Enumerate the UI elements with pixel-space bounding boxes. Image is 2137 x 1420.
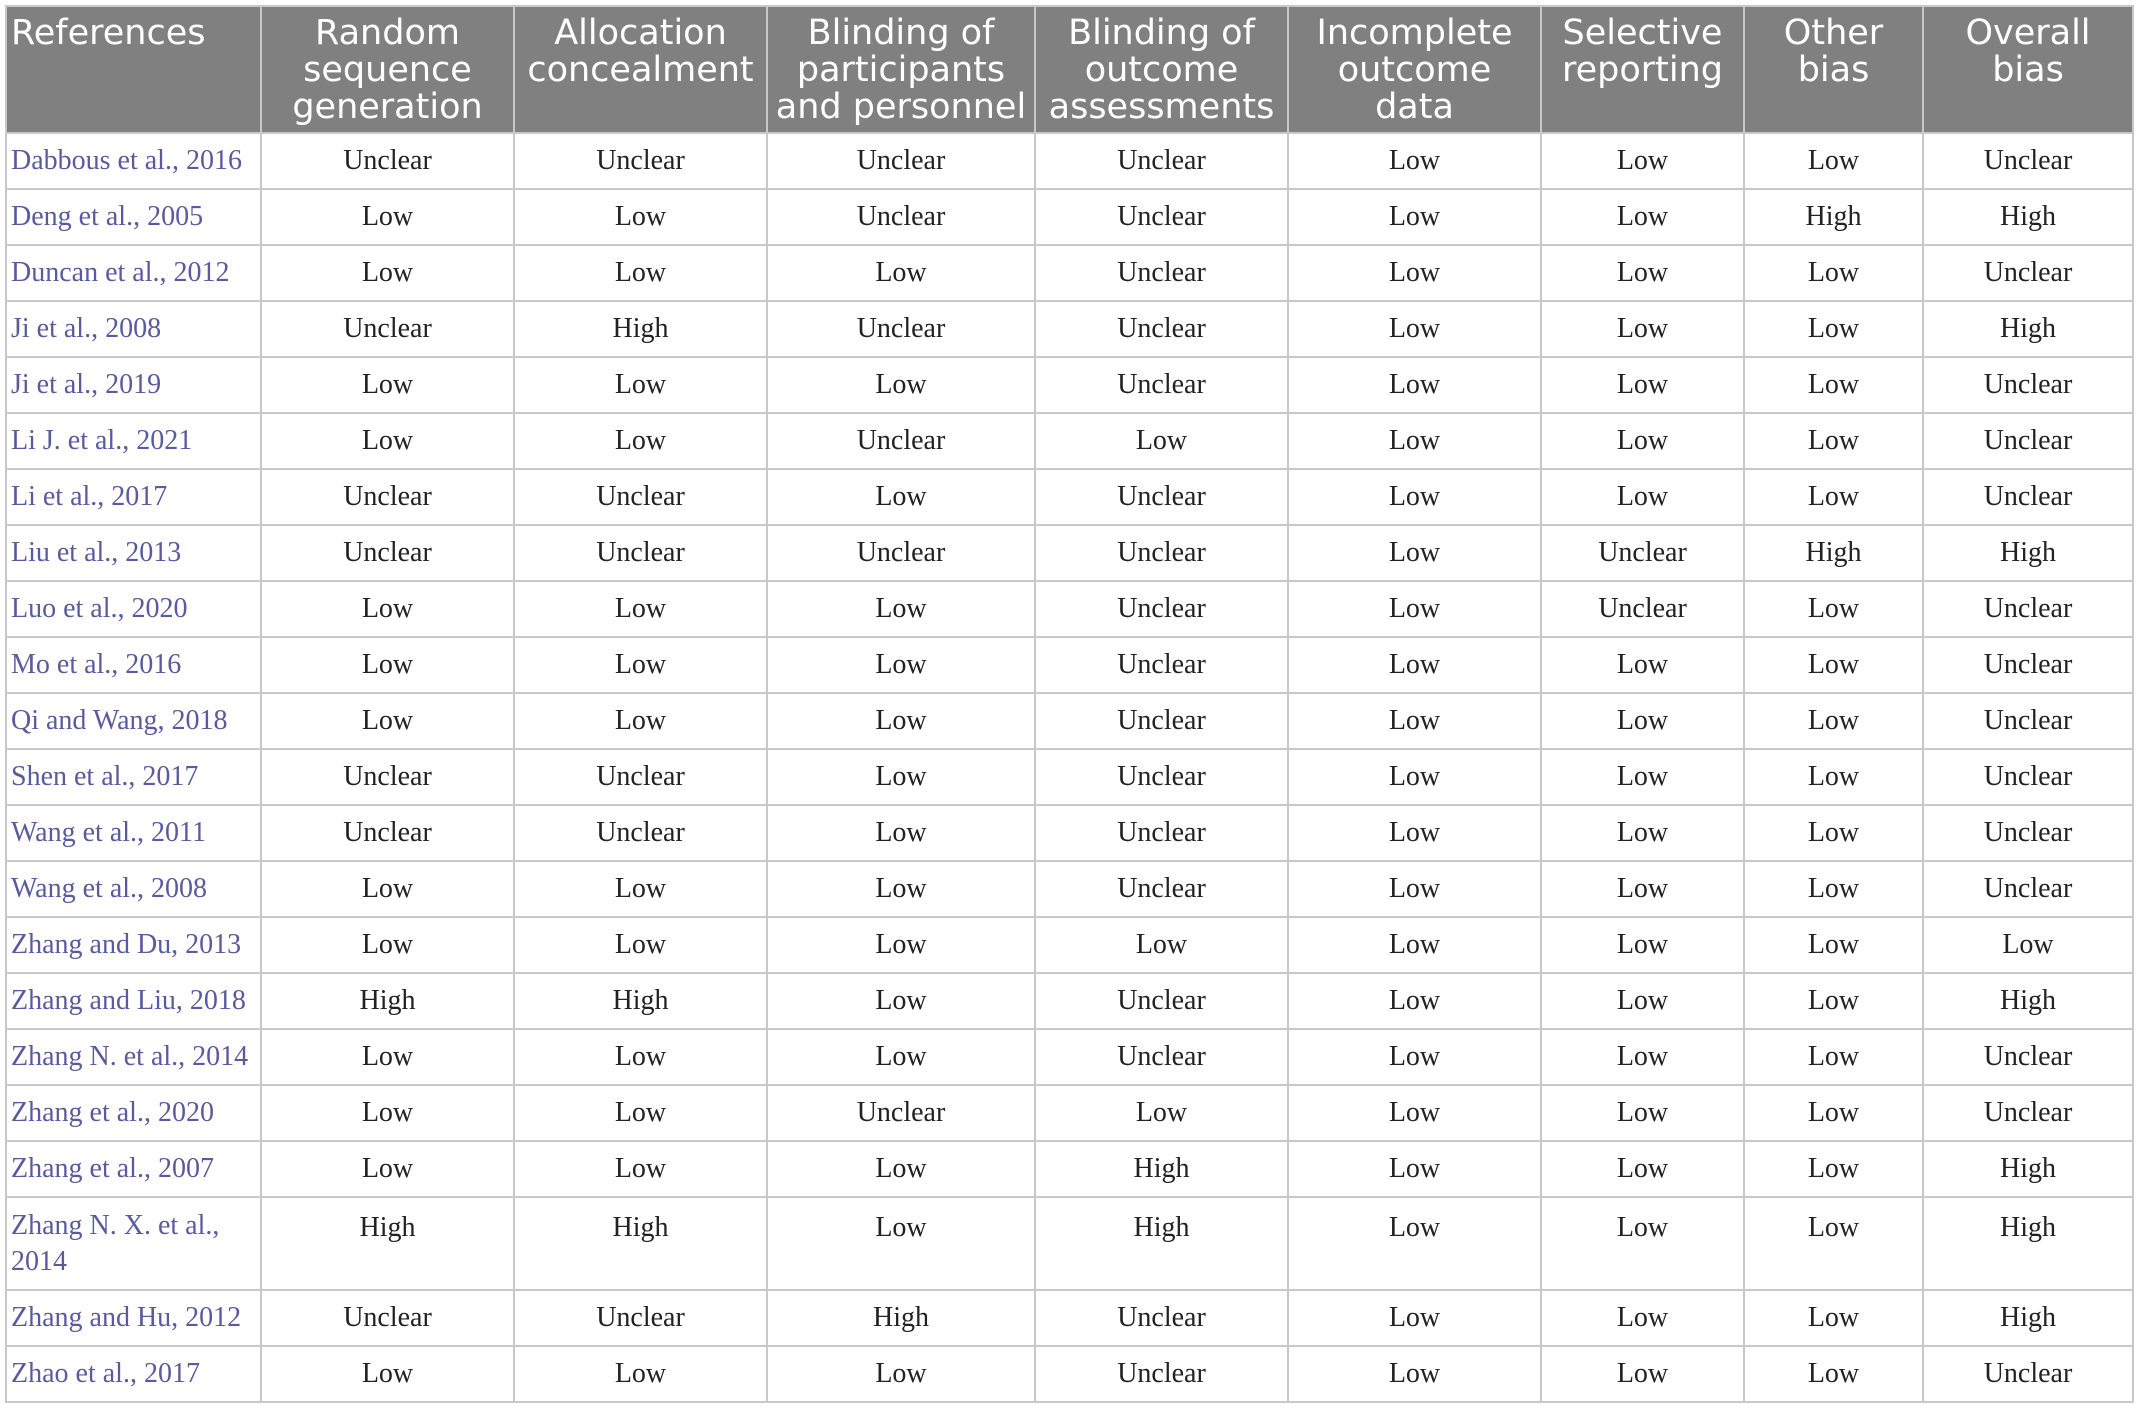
bias-rating-cell: Low — [1288, 637, 1541, 693]
bias-rating-cell: Unclear — [1923, 245, 2133, 301]
bias-rating-cell: Low — [261, 1085, 514, 1141]
bias-rating-cell: Low — [767, 1197, 1035, 1290]
bias-rating-cell: Unclear — [1923, 637, 2133, 693]
bias-rating-cell: Low — [1288, 189, 1541, 245]
bias-rating-cell: Low — [1923, 917, 2133, 973]
header-other-bias: Other bias — [1744, 6, 1923, 133]
header-blinding-outcome-assessments: Blinding of outcome assessments — [1035, 6, 1288, 133]
reference-link[interactable]: Ji et al., 2008 — [6, 301, 261, 357]
bias-rating-cell: Low — [261, 357, 514, 413]
table-body — [6, 133, 2133, 1402]
bias-rating-cell: Low — [1541, 805, 1744, 861]
bias-rating-cell: Low — [1288, 301, 1541, 357]
bias-rating-cell: Low — [1288, 861, 1541, 917]
reference-link[interactable]: Zhao et al., 2017 — [6, 1346, 261, 1402]
bias-rating-cell: Unclear — [1035, 1290, 1288, 1346]
table-row — [6, 469, 2133, 525]
bias-rating-cell: High — [1744, 525, 1923, 581]
reference-link[interactable]: Liu et al., 2013 — [6, 525, 261, 581]
bias-rating-cell: High — [1923, 973, 2133, 1029]
reference-link[interactable]: Zhang N. X. et al., 2014 — [6, 1197, 261, 1290]
reference-link[interactable]: Zhang N. et al., 2014 — [6, 1029, 261, 1085]
bias-rating-cell: Low — [1288, 1029, 1541, 1085]
bias-rating-cell: Low — [767, 1141, 1035, 1197]
table-row — [6, 133, 2133, 189]
bias-rating-cell: High — [1923, 301, 2133, 357]
table-header — [6, 6, 2133, 133]
bias-rating-cell: Unclear — [514, 749, 767, 805]
reference-link[interactable]: Zhang et al., 2007 — [6, 1141, 261, 1197]
bias-rating-cell: Low — [1541, 357, 1744, 413]
bias-rating-cell: Low — [1744, 133, 1923, 189]
bias-rating-cell: Low — [514, 357, 767, 413]
bias-rating-cell: Low — [1541, 973, 1744, 1029]
bias-rating-cell: Low — [767, 357, 1035, 413]
table-row — [6, 189, 2133, 245]
bias-rating-cell: Unclear — [1923, 1346, 2133, 1402]
bias-rating-cell: Low — [767, 469, 1035, 525]
bias-rating-cell: Unclear — [1035, 805, 1288, 861]
bias-rating-cell: Unclear — [1923, 357, 2133, 413]
bias-rating-cell: Low — [1035, 917, 1288, 973]
header-blinding-participants-personnel: Blinding of participants and personnel — [767, 6, 1035, 133]
bias-rating-cell: High — [1923, 1197, 2133, 1290]
bias-rating-cell: Low — [1288, 973, 1541, 1029]
bias-rating-cell: Low — [1541, 1029, 1744, 1085]
bias-rating-cell: Low — [514, 1029, 767, 1085]
bias-rating-cell: Low — [1541, 1141, 1744, 1197]
table-row — [6, 973, 2133, 1029]
bias-rating-cell: Low — [1744, 1141, 1923, 1197]
bias-rating-cell: Low — [1541, 1346, 1744, 1402]
bias-rating-cell: High — [1744, 189, 1923, 245]
bias-rating-cell: Low — [1288, 581, 1541, 637]
bias-rating-cell: Low — [1288, 413, 1541, 469]
bias-rating-cell: Low — [1541, 749, 1744, 805]
bias-rating-cell: Unclear — [1923, 133, 2133, 189]
bias-rating-cell: Low — [261, 693, 514, 749]
table-row — [6, 413, 2133, 469]
bias-rating-cell: Unclear — [1035, 637, 1288, 693]
bias-rating-cell: High — [1923, 1141, 2133, 1197]
bias-rating-cell: Low — [514, 581, 767, 637]
bias-rating-cell: Low — [514, 413, 767, 469]
bias-rating-cell: Unclear — [261, 301, 514, 357]
bias-rating-cell: Unclear — [1035, 469, 1288, 525]
table-row — [6, 1346, 2133, 1402]
bias-rating-cell: High — [514, 1197, 767, 1290]
bias-rating-cell: Low — [1744, 1029, 1923, 1085]
bias-rating-cell: Unclear — [767, 301, 1035, 357]
bias-rating-cell: Unclear — [767, 525, 1035, 581]
reference-link[interactable]: Zhang and Liu, 2018 — [6, 973, 261, 1029]
bias-rating-cell: Low — [1541, 189, 1744, 245]
bias-rating-cell: Unclear — [261, 749, 514, 805]
table-row — [6, 357, 2133, 413]
bias-rating-cell: Low — [1744, 637, 1923, 693]
bias-rating-cell: Low — [1541, 637, 1744, 693]
bias-rating-cell: Low — [261, 1141, 514, 1197]
bias-rating-cell: Low — [1541, 693, 1744, 749]
bias-rating-cell: High — [1923, 1290, 2133, 1346]
bias-rating-cell: Low — [1288, 693, 1541, 749]
bias-rating-cell: Low — [1541, 413, 1744, 469]
bias-rating-cell: Unclear — [1923, 861, 2133, 917]
bias-rating-cell: Unclear — [1035, 525, 1288, 581]
bias-rating-cell: Low — [261, 245, 514, 301]
bias-rating-cell: Low — [261, 1029, 514, 1085]
bias-rating-cell: Low — [767, 637, 1035, 693]
header-selective-reporting: Selective reporting — [1541, 6, 1744, 133]
bias-rating-cell: Low — [1541, 917, 1744, 973]
bias-rating-cell: Unclear — [261, 805, 514, 861]
bias-rating-cell: Unclear — [767, 1085, 1035, 1141]
bias-rating-cell: Low — [1288, 1346, 1541, 1402]
bias-rating-cell: Low — [1288, 749, 1541, 805]
bias-rating-cell: Low — [767, 1346, 1035, 1402]
bias-rating-cell: Low — [514, 861, 767, 917]
reference-link[interactable]: Wang et al., 2011 — [6, 805, 261, 861]
bias-rating-cell: Unclear — [1035, 749, 1288, 805]
bias-rating-cell: Low — [1541, 301, 1744, 357]
bias-rating-cell: Low — [767, 749, 1035, 805]
bias-rating-cell: Low — [1288, 1141, 1541, 1197]
bias-rating-cell: Low — [767, 973, 1035, 1029]
bias-rating-cell: Unclear — [1541, 525, 1744, 581]
table-row — [6, 245, 2133, 301]
bias-rating-cell: Low — [1288, 805, 1541, 861]
reference-link[interactable]: Zhang and Du, 2013 — [6, 917, 261, 973]
table-row — [6, 1141, 2133, 1197]
bias-rating-cell: Low — [1744, 1346, 1923, 1402]
bias-rating-cell: Low — [514, 245, 767, 301]
table-row — [6, 301, 2133, 357]
bias-rating-cell: Unclear — [514, 469, 767, 525]
bias-rating-cell: Low — [261, 581, 514, 637]
table-row — [6, 1029, 2133, 1085]
bias-rating-cell: Low — [767, 693, 1035, 749]
table-row — [6, 861, 2133, 917]
bias-rating-cell: Low — [261, 1346, 514, 1402]
bias-rating-cell: Unclear — [261, 1290, 514, 1346]
bias-rating-cell: Low — [261, 917, 514, 973]
bias-rating-cell: Unclear — [261, 133, 514, 189]
table-row — [6, 1197, 2133, 1290]
bias-rating-cell: Unclear — [1923, 1029, 2133, 1085]
bias-rating-cell: Low — [514, 1141, 767, 1197]
bias-rating-cell: Unclear — [514, 133, 767, 189]
header-allocation-concealment: Allocation concealment — [514, 6, 767, 133]
bias-rating-cell: Low — [261, 413, 514, 469]
table-row — [6, 693, 2133, 749]
reference-link[interactable]: Ji et al., 2019 — [6, 357, 261, 413]
bias-rating-cell: Unclear — [1035, 973, 1288, 1029]
bias-rating-cell: Low — [1744, 1290, 1923, 1346]
bias-rating-cell: Unclear — [1923, 469, 2133, 525]
bias-rating-cell: Low — [767, 917, 1035, 973]
bias-rating-cell: Low — [1744, 357, 1923, 413]
bias-rating-cell: High — [1923, 525, 2133, 581]
bias-rating-cell: Unclear — [1035, 189, 1288, 245]
bias-rating-cell: High — [1035, 1141, 1288, 1197]
reference-link[interactable]: Shen et al., 2017 — [6, 749, 261, 805]
bias-rating-cell: Low — [514, 189, 767, 245]
bias-rating-cell: Low — [1744, 1085, 1923, 1141]
reference-link[interactable]: Li J. et al., 2021 — [6, 413, 261, 469]
bias-rating-cell: Low — [1288, 1085, 1541, 1141]
bias-rating-cell: Unclear — [1923, 413, 2133, 469]
bias-rating-cell: Unclear — [1923, 805, 2133, 861]
reference-link[interactable]: Zhang et al., 2020 — [6, 1085, 261, 1141]
bias-rating-cell: Low — [1744, 581, 1923, 637]
bias-rating-cell: High — [767, 1290, 1035, 1346]
bias-rating-cell: Low — [1541, 861, 1744, 917]
bias-rating-cell: Unclear — [1035, 245, 1288, 301]
bias-rating-cell: Low — [514, 1346, 767, 1402]
bias-rating-cell: Unclear — [1541, 581, 1744, 637]
bias-rating-cell: Low — [261, 861, 514, 917]
reference-link[interactable]: Luo et al., 2020 — [6, 581, 261, 637]
table-row — [6, 637, 2133, 693]
bias-rating-cell: Low — [514, 1085, 767, 1141]
bias-rating-cell: Low — [261, 637, 514, 693]
header-row — [6, 6, 2133, 133]
bias-rating-cell: High — [514, 301, 767, 357]
bias-rating-cell: Unclear — [1923, 693, 2133, 749]
bias-rating-cell: Unclear — [1923, 1085, 2133, 1141]
bias-rating-cell: High — [514, 973, 767, 1029]
bias-rating-cell: Unclear — [1035, 357, 1288, 413]
bias-rating-cell: Unclear — [514, 805, 767, 861]
bias-rating-cell: Low — [1541, 469, 1744, 525]
risk-of-bias-table — [5, 5, 2134, 1403]
header-overall-bias: Overall bias — [1923, 6, 2133, 133]
bias-rating-cell: Low — [1288, 1197, 1541, 1290]
bias-rating-cell: Unclear — [1923, 749, 2133, 805]
bias-rating-cell: Low — [1744, 413, 1923, 469]
reference-link[interactable]: Mo et al., 2016 — [6, 637, 261, 693]
header-references: References — [6, 6, 261, 133]
bias-rating-cell: Low — [1288, 133, 1541, 189]
bias-rating-cell: Unclear — [1035, 581, 1288, 637]
table-row — [6, 917, 2133, 973]
bias-rating-cell: Low — [1541, 1197, 1744, 1290]
header-random-sequence-generation: Random sequence generation — [261, 6, 514, 133]
bias-rating-cell: Low — [1744, 973, 1923, 1029]
bias-rating-cell: Low — [767, 1029, 1035, 1085]
bias-rating-cell: Low — [767, 861, 1035, 917]
bias-rating-cell: Low — [1288, 469, 1541, 525]
bias-rating-cell: Low — [1744, 917, 1923, 973]
bias-rating-cell: Unclear — [1035, 693, 1288, 749]
bias-rating-cell: Unclear — [1035, 301, 1288, 357]
bias-rating-cell: Low — [1541, 245, 1744, 301]
bias-rating-cell: Low — [1288, 245, 1541, 301]
bias-rating-cell: High — [1923, 189, 2133, 245]
table-row — [6, 581, 2133, 637]
bias-rating-cell: Low — [1288, 525, 1541, 581]
bias-rating-cell: Unclear — [261, 525, 514, 581]
bias-rating-cell: Low — [1288, 917, 1541, 973]
bias-rating-cell: Unclear — [767, 133, 1035, 189]
bias-rating-cell: Unclear — [1035, 133, 1288, 189]
bias-rating-cell: Low — [1744, 1197, 1923, 1290]
table-row — [6, 1085, 2133, 1141]
table-row — [6, 805, 2133, 861]
bias-rating-cell: Low — [514, 917, 767, 973]
reference-link[interactable]: Duncan et al., 2012 — [6, 245, 261, 301]
bias-rating-cell: Low — [1035, 413, 1288, 469]
reference-link[interactable]: Dabbous et al., 2016 — [6, 133, 261, 189]
table-row — [6, 749, 2133, 805]
table-row — [6, 1290, 2133, 1346]
bias-rating-cell: Unclear — [1035, 861, 1288, 917]
bias-rating-cell: Low — [261, 189, 514, 245]
bias-rating-cell: Unclear — [767, 413, 1035, 469]
bias-rating-cell: Low — [767, 581, 1035, 637]
reference-link[interactable]: Wang et al., 2008 — [6, 861, 261, 917]
bias-rating-cell: Low — [1288, 357, 1541, 413]
header-incomplete-outcome-data: Incomplete outcome data — [1288, 6, 1541, 133]
bias-rating-cell: Low — [1035, 1085, 1288, 1141]
bias-rating-cell: Unclear — [767, 189, 1035, 245]
bias-rating-cell: Low — [1744, 301, 1923, 357]
bias-rating-cell: Low — [1744, 469, 1923, 525]
bias-rating-cell: Low — [1541, 1085, 1744, 1141]
bias-rating-cell: Low — [1541, 133, 1744, 189]
bias-rating-cell: Unclear — [514, 1290, 767, 1346]
bias-rating-cell: Unclear — [514, 525, 767, 581]
bias-rating-cell: Low — [1744, 693, 1923, 749]
bias-rating-cell: Low — [514, 693, 767, 749]
bias-rating-cell: Unclear — [1035, 1029, 1288, 1085]
bias-rating-cell: Low — [1744, 805, 1923, 861]
bias-rating-cell: Low — [1744, 861, 1923, 917]
bias-rating-cell: Unclear — [1035, 1346, 1288, 1402]
reference-link[interactable]: Qi and Wang, 2018 — [6, 693, 261, 749]
bias-rating-cell: Low — [514, 637, 767, 693]
bias-rating-cell: Unclear — [261, 469, 514, 525]
bias-rating-cell: High — [1035, 1197, 1288, 1290]
reference-link[interactable]: Deng et al., 2005 — [6, 189, 261, 245]
bias-rating-cell: Low — [1744, 749, 1923, 805]
bias-rating-cell: High — [261, 1197, 514, 1290]
bias-rating-cell: Low — [1288, 1290, 1541, 1346]
bias-rating-cell: Unclear — [1923, 581, 2133, 637]
bias-rating-cell: Low — [767, 805, 1035, 861]
bias-rating-cell: High — [261, 973, 514, 1029]
table-row — [6, 525, 2133, 581]
bias-rating-cell: Low — [767, 245, 1035, 301]
bias-rating-cell: Low — [1541, 1290, 1744, 1346]
bias-rating-cell: Low — [1744, 245, 1923, 301]
reference-link[interactable]: Li et al., 2017 — [6, 469, 261, 525]
reference-link[interactable]: Zhang and Hu, 2012 — [6, 1290, 261, 1346]
